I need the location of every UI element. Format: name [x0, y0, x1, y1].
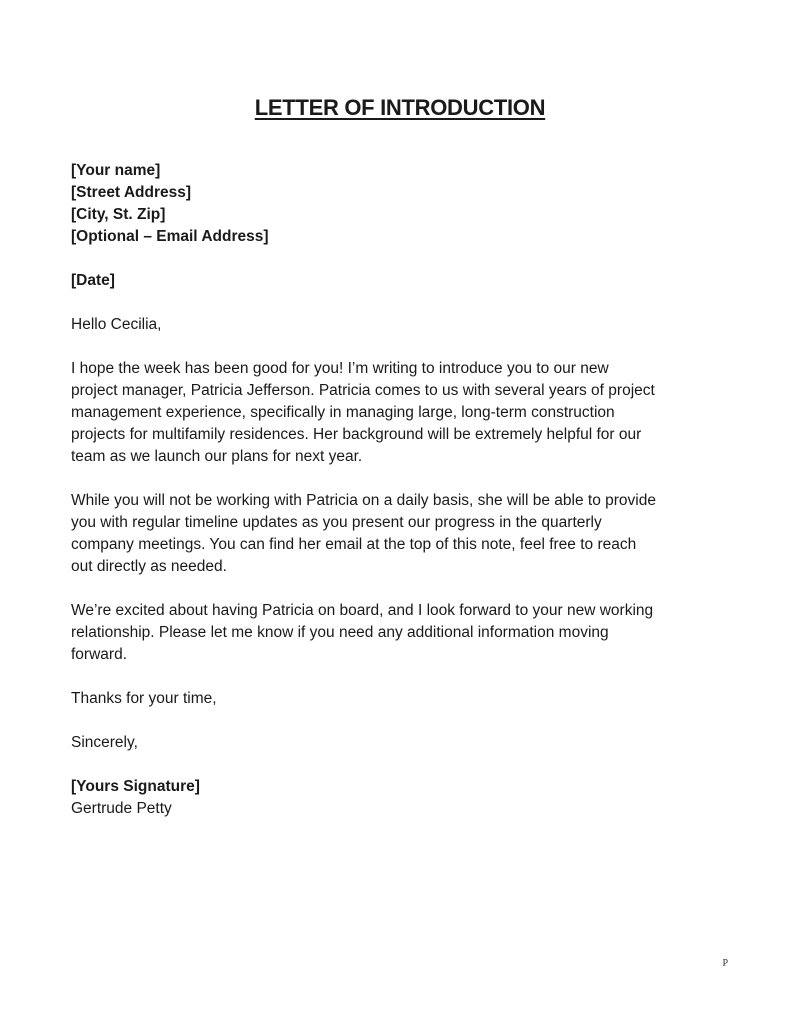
- closing-line: Sincerely,: [71, 734, 138, 751]
- signature-placeholder: [Yours Signature]: [71, 778, 200, 795]
- letter-body: [71, 160, 741, 820]
- paragraph-2: [71, 490, 741, 578]
- letter-date: [Date]: [71, 272, 115, 289]
- paragraph-3: [71, 600, 741, 666]
- signer-name: Gertrude Petty: [71, 800, 172, 817]
- paragraph-line: out directly as needed.: [71, 558, 227, 575]
- sender-email: [Optional – Email Address]: [71, 228, 269, 245]
- sender-block: [71, 160, 741, 248]
- paragraph-line: projects for multifamily residences. Her background will be extremely helpful for our: [71, 426, 642, 443]
- paragraph-line: project manager, Patricia Jefferson. Patricia comes to us with several years of project: [71, 382, 655, 399]
- paragraph-line: I hope the week has been good for you! I’m writing to introduce you to our new: [71, 360, 609, 377]
- paragraph-line: company meetings. You can find her email at the top of this note, feel free to reach: [71, 536, 637, 553]
- sender-name: [Your name]: [71, 162, 161, 179]
- title-text: LETTER OF INTRODUCTION: [254, 95, 546, 120]
- paragraph-line: you with regular timeline updates as you present our progress in the quarterly: [71, 514, 602, 531]
- greeting: Hello Cecilia,: [71, 316, 162, 333]
- paragraph-line: While you will not be working with Patricia on a daily basis, she will be able to provide: [71, 492, 656, 509]
- paragraph-line: forward.: [71, 646, 127, 663]
- paragraph-1: [71, 358, 741, 468]
- footer-mark: P: [722, 958, 728, 969]
- paragraph-line: management experience, specifically in managing large, long-term construction: [71, 404, 615, 421]
- sender-street: [Street Address]: [71, 184, 192, 201]
- sender-city: [City, St. Zip]: [71, 206, 166, 223]
- letter-title: [0, 95, 800, 121]
- paragraph-line: relationship. Please let me know if you need any additional information moving: [71, 624, 609, 641]
- paragraph-line: team as we launch our plans for next year.: [71, 448, 363, 465]
- paragraph-line: We’re excited about having Patricia on board, and I look forward to your new working: [71, 602, 654, 619]
- thanks-line: Thanks for your time,: [71, 690, 217, 707]
